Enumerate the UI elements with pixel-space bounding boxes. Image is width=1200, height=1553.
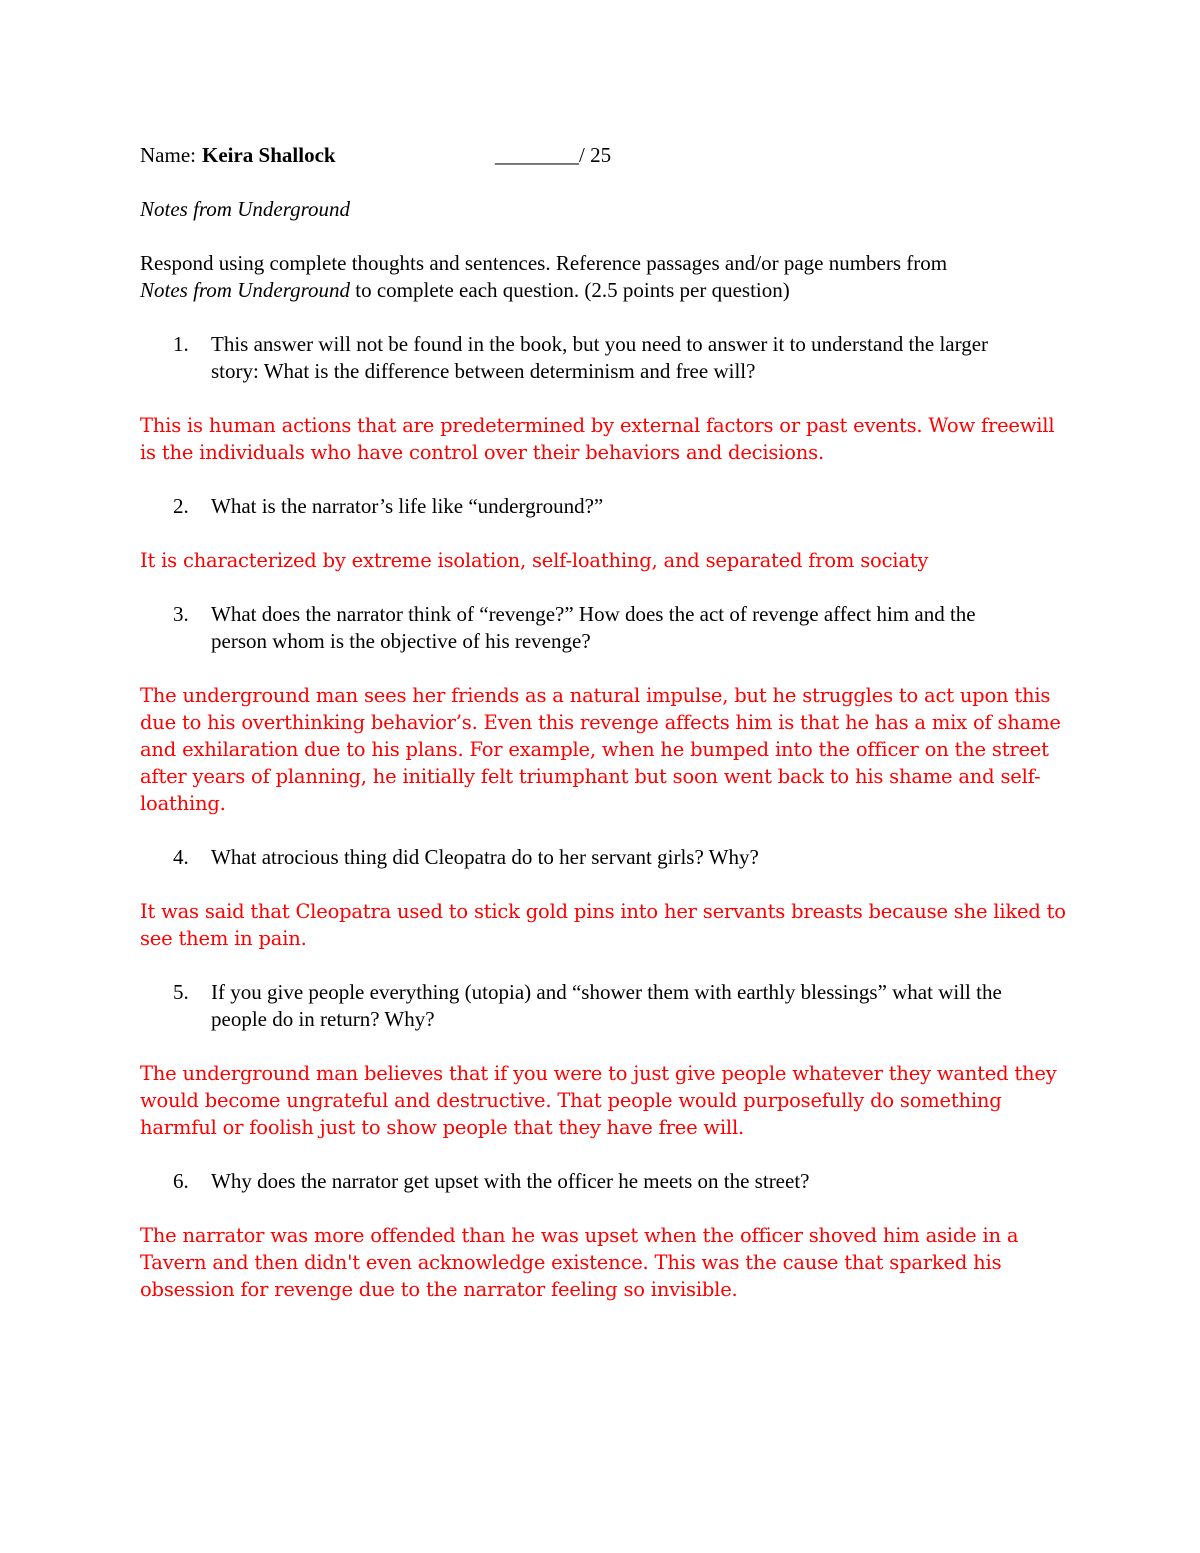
- question-number: 6.: [173, 1169, 189, 1193]
- question-number: 5.: [173, 980, 189, 1004]
- instructions-book-title: Notes from Underground: [140, 278, 350, 302]
- instructions-part-1: Respond using complete thoughts and sentences. Reference passages and/or page numbers from: [140, 251, 948, 275]
- question-number: 2.: [173, 494, 189, 518]
- question-number: 1.: [173, 332, 189, 356]
- name-label: Name:: [140, 143, 196, 167]
- answer-6: The narrator was more offended than he was upset when the officer shoved him aside in a Tavern and then didn't even acknowledge existence. This was the cause that sparked his obsession for revenge due to the narrator feeling so invisible.: [140, 1224, 1019, 1301]
- question-2: [140, 493, 1070, 520]
- question-text: This answer will not be found in the book, but you need to answer it to understand the larger story: What is the difference between determinism and free will?: [211, 332, 989, 383]
- question-text: What does the narrator think of “revenge?” How does the act of revenge affect him and the person whom is the objective of his revenge?: [211, 602, 976, 653]
- answer-4: It was said that Cleopatra used to stick gold pins into her servants breasts because she liked to see them in pain.: [140, 900, 1066, 950]
- instructions: [140, 250, 1070, 304]
- question-text: What is the narrator’s life like “underground?”: [211, 494, 604, 518]
- question-5: [140, 979, 1070, 1033]
- name-row: [140, 142, 1070, 169]
- answer-5: The underground man believes that if you were to just give people whatever they wanted they would become ungrateful and destructive. That people would purposefully do something harmful or foolish just to show people that they have free will.: [140, 1062, 1057, 1139]
- question-6: [140, 1168, 1070, 1195]
- question-text: What atrocious thing did Cleopatra do to her servant girls? Why?: [211, 845, 759, 869]
- student-name: Keira Shallock: [201, 143, 336, 167]
- answer-1: This is human actions that are predetermined by external factors or past events. Wow freewill is the individuals who have control over their behaviors and decisions.: [140, 414, 1055, 464]
- answer-3: The underground man sees her friends as a natural impulse, but he struggles to act upon this due to his overthinking behavior’s. Even this revenge affects him is that he has a mix of shame and exhilaration due to his plans. For example, when he bumped into the officer on the street after years of planning, he initially felt triumphant but soon went back to his shame and self-loathing.: [140, 684, 1061, 815]
- question-1: [140, 331, 1070, 385]
- question-number: 4.: [173, 845, 189, 869]
- question-number: 3.: [173, 602, 189, 626]
- answer-2: It is characterized by extreme isolation, self-loathing, and separated from sociaty: [140, 549, 929, 572]
- question-text: If you give people everything (utopia) and “shower them with earthly blessings” what will the people do in return? Why?: [211, 980, 1002, 1031]
- question-3: [140, 601, 1070, 655]
- question-4: [140, 844, 1070, 871]
- question-text: Why does the narrator get upset with the officer he meets on the street?: [211, 1169, 810, 1193]
- document-title: Notes from Underground: [140, 197, 350, 221]
- worksheet-page: [140, 142, 1070, 1303]
- instructions-part-2: to complete each question. (2.5 points per question): [350, 278, 790, 302]
- score-field: ________/ 25: [495, 143, 612, 167]
